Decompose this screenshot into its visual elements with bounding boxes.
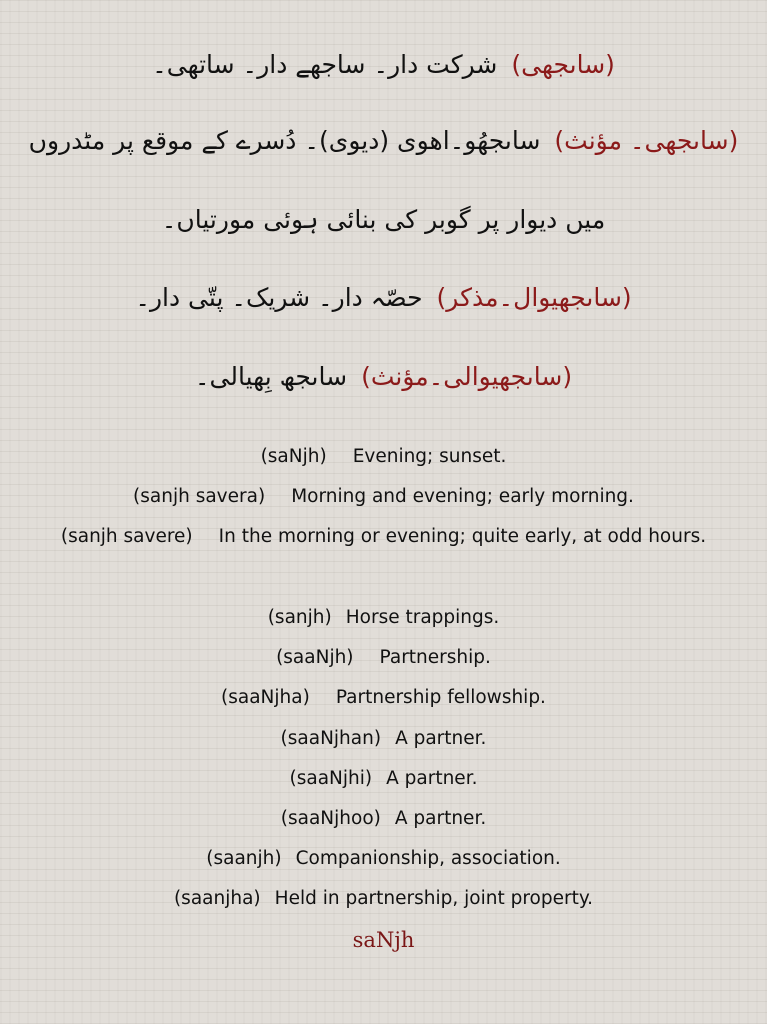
urdu-definition: شرکت دار۔ ساجھے دار۔ ساتھی۔ (152, 50, 498, 79)
english-term: (saNjh) (260, 446, 327, 467)
urdu-entry-2-line-1 (0, 126, 767, 156)
english-entry (20, 477, 747, 517)
urdu-definition: ساںجھ بِھیالی۔ (194, 362, 348, 391)
footer-headword: saNjh (352, 928, 415, 952)
english-entry (20, 678, 747, 718)
english-term: (saaNjh) (276, 647, 354, 668)
urdu-headword: (ساںجھیوال۔مذکر) (436, 283, 632, 312)
english-definition: In the morning or evening; quite early, at odd hours. (218, 526, 707, 547)
english-term: (saaNjhoo) (280, 808, 381, 829)
urdu-entry-4 (0, 362, 767, 392)
english-definition: Horse trappings. (345, 607, 500, 628)
english-definition: Evening; sunset. (352, 446, 507, 467)
urdu-definition: حصّہ دار۔ شریک۔ پتّی دار۔ (135, 283, 423, 312)
urdu-entry-1 (0, 50, 767, 80)
english-entry (20, 598, 747, 638)
english-entry (20, 799, 747, 839)
english-definition: Partnership. (379, 647, 491, 668)
english-term: (saanjh) (206, 848, 282, 869)
english-term: (saaNjhi) (289, 768, 373, 789)
english-entry (20, 839, 747, 879)
english-term: (sanjh savera) (133, 486, 266, 507)
english-entry (20, 879, 747, 919)
english-definition: Partnership fellowship. (335, 687, 546, 708)
english-definition: Companionship, association. (295, 848, 561, 869)
english-entry (20, 638, 747, 678)
english-term: (saaNjhan) (280, 728, 382, 749)
urdu-entry-2-line-2 (0, 205, 767, 235)
urdu-headword: (ساںجھیوالی۔مؤنث) (361, 362, 573, 391)
english-definition: A partner. (386, 768, 478, 789)
english-definition: A partner. (395, 728, 487, 749)
urdu-definition: میں دیوار پر گوبر کی بنائی ہوئی مورتیاں۔ (161, 205, 606, 234)
english-definition: Morning and evening; early morning. (291, 486, 634, 507)
english-term: (saaNjha) (221, 687, 310, 708)
urdu-headword: (ساںجھی) (511, 50, 615, 79)
english-term: (sanjh) (267, 607, 332, 628)
english-definition: Held in partnership, joint property. (274, 888, 594, 909)
english-term: (sanjh savere) (60, 526, 193, 547)
english-definition: A partner. (394, 808, 487, 829)
english-term: (saanjha) (173, 888, 261, 909)
english-entry (20, 719, 747, 759)
english-entry (20, 759, 747, 799)
english-entry (20, 517, 747, 557)
urdu-entry-3 (0, 283, 767, 313)
english-entry (20, 437, 747, 477)
urdu-definition: ساںجھُو۔اھوی (دیوی)۔ دُسرے کے موقع پر مٹدروں (28, 126, 541, 155)
urdu-headword: (ساںجھی۔ مؤنث) (554, 126, 739, 155)
